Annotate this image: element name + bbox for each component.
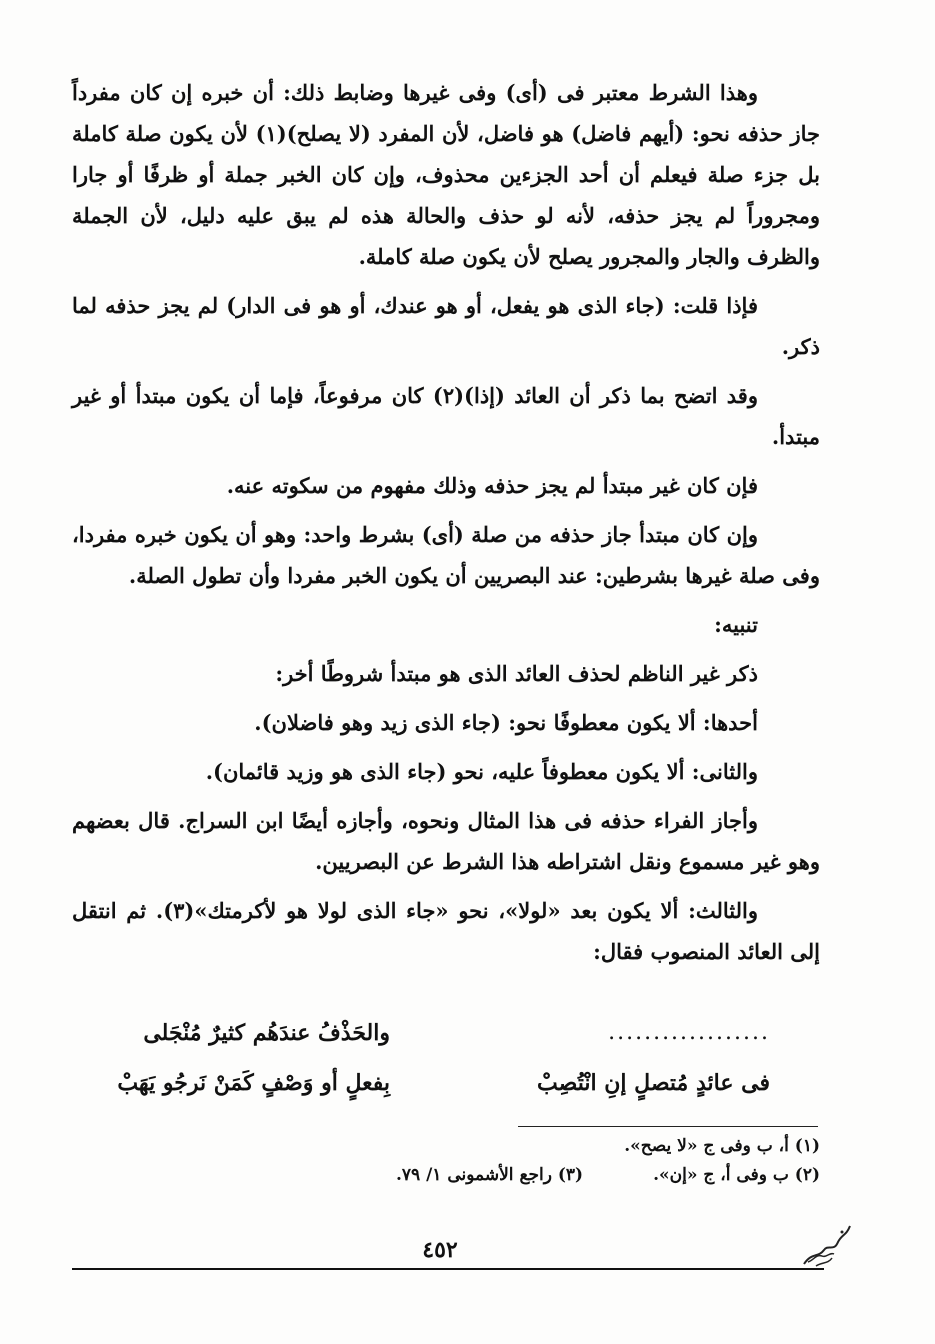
verse-hemistich: ..................: [608, 1020, 770, 1045]
paragraph: والثالث: ألا يكون بعد «لولا»، نحو «جاء الذى لولا هو لأكرمتك»(٣). ثم انتقل إلى العائد المنصوب فقال:: [72, 898, 820, 964]
poem-verses: [90, 1008, 770, 1108]
bottom-rule: [72, 1268, 824, 1270]
footnotes: [280, 1132, 820, 1190]
paragraph: وقد اتضح بما ذكر أن العائد (إذا)(٢) كان مرفوعاً، فإما أن يكون مبتدأ أو غير مبتدأ.: [72, 383, 820, 449]
paragraph: فإن كان غير مبتدأ لم يجز حذفه وذلك مفهوم من سكوته عنه.: [226, 473, 758, 498]
condition-item: والثانى: ألا يكون معطوفاً عليه، نحو (جاء الذى هو وزيد قائمان).: [205, 759, 758, 784]
footnote: [280, 1161, 820, 1190]
verse-hemistich: والحَذْفُ عندَهُم كثيرٌ مُنْجَلى: [143, 1020, 390, 1046]
condition-item: أحدها: ألا يكون معطوفًا نحو: (جاء الذى زيد وهو فاضلان).: [254, 710, 758, 735]
page-number: ٤٥٢: [422, 1237, 458, 1263]
paragraph: ذكر غير الناظم لحذف العائد الذى هو مبتدأ شروطًا أخر:: [275, 661, 758, 686]
verse-hemistich: بِفعلٍ أو وَصْفٍ كَمَنْ نَرجُو يَهَبْ: [117, 1070, 390, 1096]
footnote: [280, 1132, 820, 1161]
verse-hemistich: فى عائدٍ مُتصلٍ إنِ انْتُصِبْ: [537, 1070, 770, 1096]
paragraph: وأجاز الفراء حذفه فى هذا المثال ونحوه، وأجازه أيضًا ابن السراج. قال بعضهم وهو غير مسموع ونقل اشتراطه هذا الشرط عن البصريين.: [72, 808, 820, 874]
paragraph: وإن كان مبتدأ جاز حذفه من صلة (أى) بشرط واحد: وهو أن يكون خبره مفردا، وفى صلة غيرها بشرطين: عند البصريين أن يكون الخبر مفردا وأن تطول الصلة.: [72, 522, 820, 588]
verse-line: [90, 1008, 770, 1058]
footnote-text: (١) أ، ب وفى ج «لا يصح».: [624, 1136, 820, 1156]
footnote-text: (٣) راجع الأشمونى ١/ ٧٩.: [395, 1165, 584, 1185]
paragraph: فإذا قلت: (جاء الذى هو يفعل، أو هو عندك، أو هو فى الدار) لم يجز حذفه لما ذكر.: [72, 293, 820, 359]
ornament-icon: [798, 1212, 854, 1272]
body-text: [72, 72, 820, 980]
note-heading: تنبيه:: [714, 612, 758, 637]
footnote-separator: [518, 1126, 818, 1127]
verse-line: [90, 1058, 770, 1108]
footnote-text: (٢) ب وفى أ، ج «إن».: [653, 1165, 820, 1185]
paragraph: وهذا الشرط معتبر فى (أى) وفى غيرها وضابط ذلك: أن خبره إن كان مفرداً جاز حذفه نحو: (أيهم فاضل) هو فاضل، لأن المفرد (لا يصلح)(١) لأن يكون صلة كاملة بل جزء صلة فيعلم أن أحد الجزءين محذوف، وإن كان الخبر جملة أو ظرفًا أو جارا ومجروراً لم يجز حذفه، لأنه لو حذف والحالة هذه لم يبق عليه دليل، لأن الجملة والظرف والجار والمجرور يصلح لأن يكون صلة كاملة.: [72, 80, 820, 269]
